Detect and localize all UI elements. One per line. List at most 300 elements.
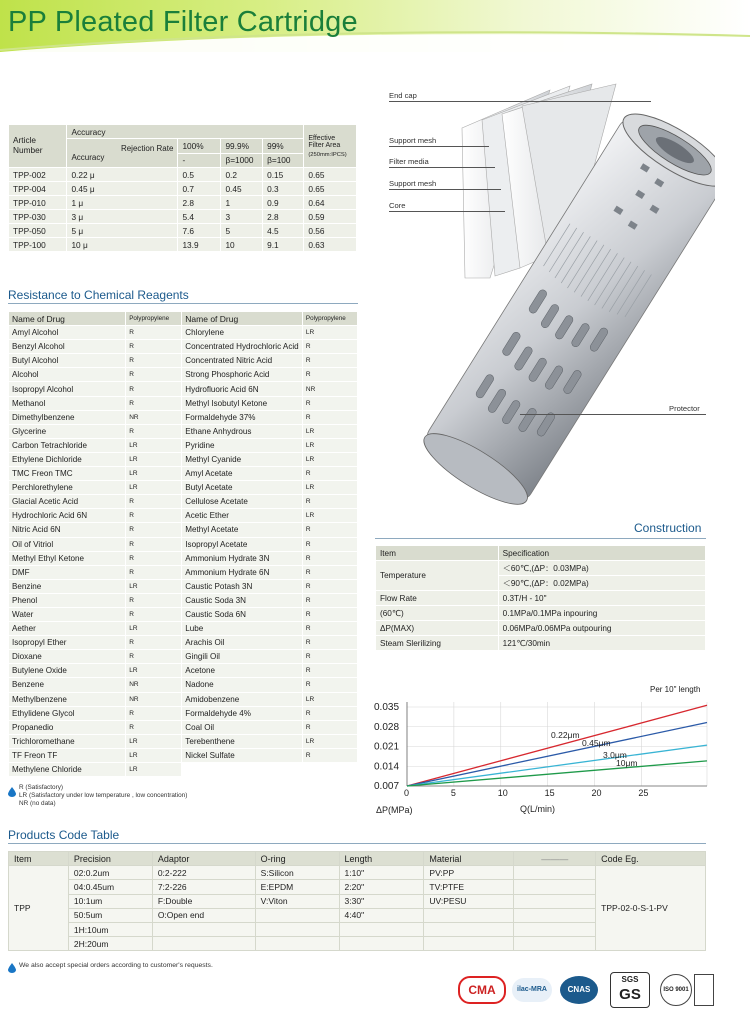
chemical-row xyxy=(9,664,358,678)
products-header-adaptor: Adaptor xyxy=(152,852,255,866)
chem-drug-name: Amyl Alcohol xyxy=(9,326,126,340)
chem-drug-name: Methylbenzene xyxy=(9,692,126,706)
accuracy-cell: 5 xyxy=(221,224,263,238)
chemical-row xyxy=(9,565,358,579)
chem-rating: R xyxy=(126,720,182,734)
accuracy-cell: TPP-050 xyxy=(9,224,67,238)
products-oring xyxy=(255,937,339,951)
chem-drug-name: Caustic Potash 3N xyxy=(182,579,303,593)
chem-drug-name: Acetone xyxy=(182,664,303,678)
cons-dp-value-1: 0.1MPa/0.1MPa inpouring xyxy=(498,606,705,621)
chem-drug-name: Amidobenzene xyxy=(182,692,303,706)
accuracy-cell: 5 μ xyxy=(67,224,178,238)
accuracy-cell: 0.15 xyxy=(263,168,304,182)
accuracy-cell: 10 μ xyxy=(67,238,178,252)
accuracy-cell: 0.45 μ xyxy=(67,182,178,196)
products-adaptor: F:Double xyxy=(152,894,255,908)
chem-rating: R xyxy=(302,607,357,621)
products-code-table xyxy=(8,851,706,951)
accuracy-cell: 0.2 xyxy=(221,168,263,182)
products-precision: 02:0.2um xyxy=(68,866,152,880)
chemical-row xyxy=(9,748,358,762)
chart-y-tick-label: 0.021 xyxy=(374,741,400,753)
chem-drug-name: Glycerine xyxy=(9,424,126,438)
accuracy-row xyxy=(9,182,357,196)
chem-drug-name: Caustic Soda 6N xyxy=(182,607,303,621)
leader-filter-media xyxy=(389,167,495,168)
chemical-row xyxy=(9,692,358,706)
accuracy-group-header: Accuracy xyxy=(67,125,304,139)
chart-series-line xyxy=(407,745,707,786)
chem-drug-name: DMF xyxy=(9,565,126,579)
chemical-row xyxy=(9,551,358,565)
chem-rating: R xyxy=(126,523,182,537)
chem-rating: R xyxy=(126,382,182,396)
products-header-oring: O-ring xyxy=(255,852,339,866)
chemical-row xyxy=(9,382,358,396)
chem-drug-name: Methylene Chloride xyxy=(9,763,126,777)
chem-rating: R xyxy=(126,509,182,523)
accuracy-cell: 2.8 xyxy=(263,210,304,224)
chem-rating: R xyxy=(302,354,357,368)
chem-header-pp: Polypropylene xyxy=(302,312,357,326)
chart-x-tick-label: 5 xyxy=(450,788,456,798)
accuracy-cell: 3 xyxy=(221,210,263,224)
chemical-row xyxy=(9,481,358,495)
products-material xyxy=(424,922,514,936)
products-adaptor xyxy=(152,922,255,936)
chemical-legend xyxy=(19,784,187,808)
products-header-item: Item xyxy=(9,852,69,866)
chem-rating: LR xyxy=(302,734,357,748)
products-oring: V:Viton xyxy=(255,894,339,908)
products-adaptor: 0:2-222 xyxy=(152,866,255,880)
accuracy-cell: 0.45 xyxy=(221,182,263,196)
col-999: 99.9% xyxy=(221,139,263,154)
chem-rating: R xyxy=(126,424,182,438)
chart-x-tick-label: 0 xyxy=(404,788,410,798)
chem-rating: R xyxy=(126,537,182,551)
chemical-row xyxy=(9,636,358,650)
chemical-row xyxy=(9,509,358,523)
section-rule-chemical xyxy=(8,303,358,304)
accuracy-cell: TPP-004 xyxy=(9,182,67,196)
chemical-row xyxy=(9,410,358,424)
chem-drug-name: Nadone xyxy=(182,678,303,692)
chemical-row xyxy=(9,354,358,368)
chem-drug-name: Carbon Tetrachloride xyxy=(9,438,126,452)
chem-drug-name: Cellulose Acetate xyxy=(182,495,303,509)
chem-rating: NR xyxy=(126,692,182,706)
chemical-row xyxy=(9,396,358,410)
chem-rating: LR xyxy=(126,748,182,762)
products-row xyxy=(9,866,706,880)
chem-rating: R xyxy=(126,354,182,368)
chem-drug-name: Glacial Acetic Acid xyxy=(9,495,126,509)
ukas-logo xyxy=(694,974,714,1006)
chemical-row xyxy=(9,607,358,621)
chem-drug-name: Coal Oil xyxy=(182,720,303,734)
chem-header-name: Name of Drug xyxy=(9,312,126,326)
products-precision: 1H:10um xyxy=(68,922,152,936)
chem-rating: R xyxy=(302,368,357,382)
rejection-rate-label: Rejection Rate xyxy=(120,144,174,153)
chem-rating: LR xyxy=(126,438,182,452)
sgs-logo-text: SGS xyxy=(621,975,639,984)
legend-r: R (Satisfactory) xyxy=(19,784,64,791)
chem-rating: R xyxy=(302,678,357,692)
chem-drug-name: Perchlorethylene xyxy=(9,481,126,495)
chem-drug-name: Isopropyl Acetate xyxy=(182,537,303,551)
products-code-example: TPP-02-0-S-1-PV xyxy=(596,866,706,951)
chem-drug-name: Butyl Acetate xyxy=(182,481,303,495)
products-material xyxy=(424,908,514,922)
cons-header-item: Item xyxy=(376,546,499,561)
chem-rating: LR xyxy=(302,326,357,340)
chart-x-tick-label: 25 xyxy=(638,788,649,798)
products-blank-cell xyxy=(514,922,596,936)
accuracy-cell: 13.9 xyxy=(178,238,221,252)
products-length xyxy=(339,922,424,936)
chem-rating: LR xyxy=(126,763,182,777)
cons-steam: Steam Slerilizing xyxy=(376,636,499,651)
accuracy-row xyxy=(9,196,357,210)
label-end-cap: End cap xyxy=(389,91,417,100)
chem-drug-name: Alcohol xyxy=(9,368,126,382)
chem-drug-name: Dimethylbenzene xyxy=(9,410,126,424)
products-material: UV:PESU xyxy=(424,894,514,908)
chem-rating: LR xyxy=(302,424,357,438)
chart-y-tick-label: 0.028 xyxy=(374,721,400,733)
chart-series-label: 0.45μm xyxy=(582,738,611,748)
accuracy-cell: TPP-010 xyxy=(9,196,67,210)
chem-rating: R xyxy=(302,551,357,565)
accuracy-sub-label: Accuracy xyxy=(71,153,105,162)
chem-rating: R xyxy=(302,537,357,551)
cnas-logo xyxy=(560,976,598,1004)
chem-drug-name: Trichloromethane xyxy=(9,734,126,748)
chem-drug-name: Nickel Sulfate xyxy=(182,748,303,762)
products-oring: S:Silicon xyxy=(255,866,339,880)
chem-rating: LR xyxy=(126,622,182,636)
accuracy-cell: 1 xyxy=(221,196,263,210)
products-blank-cell xyxy=(514,880,596,894)
chemical-row xyxy=(9,763,358,777)
chem-drug-name: Oil of Vitriol xyxy=(9,537,126,551)
chem-drug-name: Lube xyxy=(182,622,303,636)
accuracy-rejection-cell xyxy=(67,139,178,168)
cons-flow-value: 0.3T/H - 10" xyxy=(498,591,705,606)
section-title-construction: Construction xyxy=(634,521,702,535)
chem-rating: R xyxy=(302,396,357,410)
chem-drug-name: Aether xyxy=(9,622,126,636)
chart-series-label: 0.22μm xyxy=(551,730,580,740)
leader-core xyxy=(389,211,505,212)
chart-y-axis-label: ΔP(MPa) xyxy=(376,805,413,815)
chem-rating: LR xyxy=(302,452,357,466)
chem-drug-name: Amyl Acetate xyxy=(182,467,303,481)
cma-logo xyxy=(458,976,506,1004)
chemical-row xyxy=(9,622,358,636)
products-blank-cell xyxy=(514,937,596,951)
chem-rating: LR xyxy=(126,467,182,481)
col-99: 99% xyxy=(263,139,304,154)
chem-drug-name: Dioxane xyxy=(9,650,126,664)
products-oring: E:EPDM xyxy=(255,880,339,894)
chem-rating: R xyxy=(302,579,357,593)
chart-y-tick-label: 0.007 xyxy=(374,781,400,792)
pressure-drop-chart xyxy=(370,680,715,815)
chart-x-axis-label: Q(L/min) xyxy=(520,804,556,814)
chem-rating: R xyxy=(302,636,357,650)
products-material xyxy=(424,937,514,951)
special-orders-note: We also accept special orders according to customer's requests. xyxy=(19,962,213,969)
legend-lr: LR (Satisfactory under low temperature , low concentration) xyxy=(19,792,188,799)
accuracy-row xyxy=(9,224,357,238)
products-length xyxy=(339,937,424,951)
col-beta1000: β=1000 xyxy=(221,153,263,168)
chem-rating: R xyxy=(302,467,357,481)
chemical-row xyxy=(9,650,358,664)
chem-drug-name: Hydrofluoric Acid 6N xyxy=(182,382,303,396)
chem-rating: R xyxy=(302,748,357,762)
chem-rating: R xyxy=(302,650,357,664)
chemical-row xyxy=(9,734,358,748)
products-header-row xyxy=(9,852,706,866)
chemical-row xyxy=(9,678,358,692)
section-title-products: Products Code Table xyxy=(8,828,120,842)
accuracy-cell: 0.59 xyxy=(304,210,357,224)
construction-table xyxy=(375,545,706,651)
iso-logo-text: ISO 9001 xyxy=(663,987,689,993)
chem-drug-name: Propanedio xyxy=(9,720,126,734)
accuracy-cell: 0.65 xyxy=(304,182,357,196)
products-blank-cell xyxy=(514,908,596,922)
chem-rating: LR xyxy=(126,579,182,593)
col-100: 100% xyxy=(178,139,221,154)
products-header-material: Material xyxy=(424,852,514,866)
chem-rating: LR xyxy=(302,438,357,452)
chem-rating: LR xyxy=(126,481,182,495)
chem-drug-name: Chlorylene xyxy=(182,326,303,340)
chem-drug-name: Ethane Anhydrous xyxy=(182,424,303,438)
chem-drug-name: TMC Freon TMC xyxy=(9,467,126,481)
accuracy-cell: 0.3 xyxy=(263,182,304,196)
section-rule-construction xyxy=(375,538,706,539)
accuracy-row xyxy=(9,238,357,252)
effective-area-unit: (250mm:IPCS) xyxy=(308,151,347,158)
chemical-row xyxy=(9,537,358,551)
cons-steam-value: 121℃/30min xyxy=(498,636,705,651)
legend-nr: NR (no data) xyxy=(19,800,56,807)
chem-rating: R xyxy=(126,368,182,382)
chemical-row xyxy=(9,495,358,509)
cons-dp-max: ΔP(MAX) xyxy=(376,621,499,636)
chemical-table xyxy=(8,311,358,777)
water-drop-icon xyxy=(8,963,16,973)
chemical-row xyxy=(9,326,358,340)
effective-area-header xyxy=(304,125,357,168)
accuracy-cell: TPP-030 xyxy=(9,210,67,224)
chem-drug-name: Benzene xyxy=(9,678,126,692)
products-length: 3:30" xyxy=(339,894,424,908)
chem-rating: R xyxy=(126,593,182,607)
chemical-row xyxy=(9,438,358,452)
chem-drug-name: Ammonium Hydrate 3N xyxy=(182,551,303,565)
chart-series-label: 10μm xyxy=(616,758,638,768)
chemical-row xyxy=(9,593,358,607)
accuracy-cell: 0.63 xyxy=(304,238,357,252)
chem-drug-name: Concentrated Hydrochloric Acid xyxy=(182,340,303,354)
products-precision: 50:5um xyxy=(68,908,152,922)
accuracy-cell: 7.6 xyxy=(178,224,221,238)
chem-drug-name: Concentrated Nitric Acid xyxy=(182,354,303,368)
products-oring xyxy=(255,922,339,936)
cma-logo-text: CMA xyxy=(468,983,496,997)
cons-flow: Flow Rate xyxy=(376,591,499,606)
products-adaptor: O:Open end xyxy=(152,908,255,922)
chem-rating: R xyxy=(302,495,357,509)
chem-rating: LR xyxy=(126,452,182,466)
leader-support-mesh-outer xyxy=(389,146,489,147)
chem-rating: R xyxy=(126,495,182,509)
effective-area-label: Effective Filter Area xyxy=(308,134,341,149)
chem-rating: R xyxy=(302,523,357,537)
label-filter-media: Filter media xyxy=(389,157,429,166)
chem-drug-name: Butylene Oxide xyxy=(9,664,126,678)
products-precision: 10:1um xyxy=(68,894,152,908)
chem-rating: R xyxy=(302,664,357,678)
chem-rating: R xyxy=(126,565,182,579)
accuracy-cell: 0.22 μ xyxy=(67,168,178,182)
products-header-code: Code Eg. xyxy=(596,852,706,866)
accuracy-cell: 0.65 xyxy=(304,168,357,182)
chem-rating: NR xyxy=(126,678,182,692)
chem-drug-name: Methyl Ethyl Ketone xyxy=(9,551,126,565)
products-adaptor xyxy=(152,937,255,951)
chem-drug-name: Nitric Acid 6N xyxy=(9,523,126,537)
accuracy-row xyxy=(9,210,357,224)
chemical-row xyxy=(9,523,358,537)
chem-drug-name: Methyl Cyanide xyxy=(182,452,303,466)
products-oring xyxy=(255,908,339,922)
accuracy-table xyxy=(8,124,357,252)
chem-rating: R xyxy=(126,396,182,410)
chemical-row xyxy=(9,720,358,734)
products-precision: 2H:20um xyxy=(68,937,152,951)
accuracy-cell: TPP-002 xyxy=(9,168,67,182)
chemical-header-row xyxy=(9,312,358,326)
chem-rating: LR xyxy=(126,664,182,678)
label-core: Core xyxy=(389,201,406,210)
products-adaptor: 7:2-226 xyxy=(152,880,255,894)
chem-drug-name: Terebenthene xyxy=(182,734,303,748)
col-dash: - xyxy=(178,153,221,168)
chem-drug-name: Ethylidene Glycol xyxy=(9,706,126,720)
chem-drug-name: Benzine xyxy=(9,579,126,593)
chart-x-tick-label: 15 xyxy=(544,788,555,798)
chem-rating: R xyxy=(126,636,182,650)
chem-rating: R xyxy=(302,340,357,354)
cons-dp-temp: (60℃) xyxy=(376,606,499,621)
chemical-row xyxy=(9,340,358,354)
chart-note: Per 10" length xyxy=(650,685,701,694)
chem-drug-name: Methyl Acetate xyxy=(182,523,303,537)
chemical-row xyxy=(9,368,358,382)
products-blank-cell xyxy=(514,866,596,880)
chem-rating: NR xyxy=(302,382,357,396)
accuracy-cell: 1 μ xyxy=(67,196,178,210)
chem-header-name: Name of Drug xyxy=(182,312,303,326)
label-support-mesh-inner: Support mesh xyxy=(389,179,437,188)
cons-dp-value-2: 0.06MPa/0.06MPa outpouring xyxy=(498,621,705,636)
chem-rating: R xyxy=(126,650,182,664)
iso-logo xyxy=(660,974,692,1006)
chem-rating: R xyxy=(126,706,182,720)
chem-drug-name: Arachis Oil xyxy=(182,636,303,650)
chem-drug-name: Hydrochloric Acid 6N xyxy=(9,509,126,523)
chem-drug-name: Phenol xyxy=(9,593,126,607)
chem-drug-name: Formaldehyde 4% xyxy=(182,706,303,720)
accuracy-cell: 2.8 xyxy=(178,196,221,210)
chem-header-pp: Polypropylene xyxy=(126,312,182,326)
accuracy-cell: 9.1 xyxy=(263,238,304,252)
chem-drug-name: Methanol xyxy=(9,396,126,410)
accuracy-cell: 0.64 xyxy=(304,196,357,210)
products-length: 1:10" xyxy=(339,866,424,880)
chem-drug-name: Ethylene Dichloride xyxy=(9,452,126,466)
accuracy-cell: 0.5 xyxy=(178,168,221,182)
ilac-logo-text: ilac-MRA xyxy=(517,986,547,993)
products-item: TPP xyxy=(9,866,69,951)
chem-drug-name: Gingili Oil xyxy=(182,650,303,664)
col-beta100: β=100 xyxy=(263,153,304,168)
chem-rating: R xyxy=(126,551,182,565)
cons-header-spec: Specification xyxy=(498,546,705,561)
chem-rating: R xyxy=(302,720,357,734)
chem-drug-name: Strong Phosphoric Acid xyxy=(182,368,303,382)
products-precision: 04:0.45um xyxy=(68,880,152,894)
page-title: PP Pleated Filter Cartridge xyxy=(8,6,358,38)
chem-rating: R xyxy=(126,326,182,340)
products-material: PV:PP xyxy=(424,866,514,880)
chem-rating: LR xyxy=(302,481,357,495)
chem-drug-name: Methyl Isobutyl Ketone xyxy=(182,396,303,410)
products-length: 4:40" xyxy=(339,908,424,922)
leader-end-cap xyxy=(389,101,651,102)
chem-drug-name: Water xyxy=(9,607,126,621)
chem-rating: LR xyxy=(302,509,357,523)
water-drop-icon xyxy=(8,787,16,797)
section-rule-products xyxy=(8,843,706,844)
chem-drug-name: TF Freon TF xyxy=(9,748,126,762)
chemical-row xyxy=(9,579,358,593)
ilac-mra-logo xyxy=(512,978,552,1002)
chem-drug-name: Butyl Alcohol xyxy=(9,354,126,368)
chem-rating: R xyxy=(126,607,182,621)
cons-temperature: Temperature xyxy=(376,561,499,591)
accuracy-row xyxy=(9,168,357,182)
chem-drug-name: Pyridine xyxy=(182,438,303,452)
chem-rating: R xyxy=(302,410,357,424)
chemical-row xyxy=(9,424,358,438)
label-support-mesh-outer: Support mesh xyxy=(389,136,437,145)
chem-drug-name: Acetic Ether xyxy=(182,509,303,523)
cnas-logo-text: CNAS xyxy=(567,985,591,994)
chart-x-tick-label: 10 xyxy=(497,788,508,798)
chemical-row xyxy=(9,706,358,720)
article-number-header: Article Number xyxy=(9,125,67,168)
